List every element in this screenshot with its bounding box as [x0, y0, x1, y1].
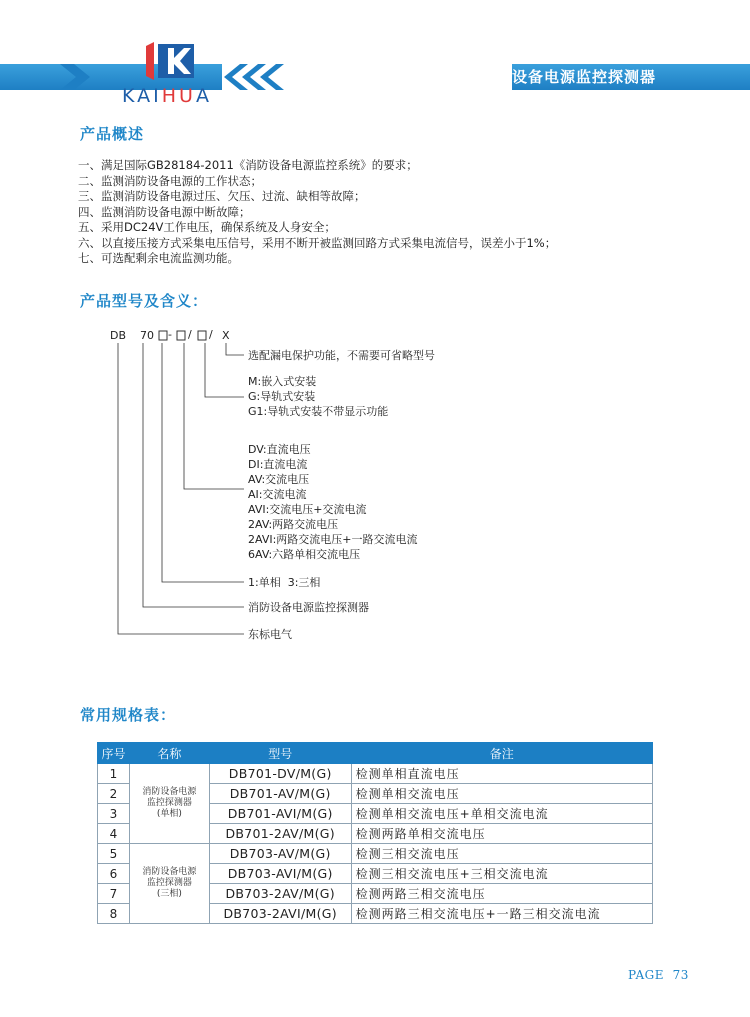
row-note: 检测两路单相交流电压	[351, 824, 652, 844]
desc-measure-item: 2AV:两路交流电压	[248, 518, 339, 531]
col-header-note: 备注	[351, 743, 652, 764]
desc-measure-item: AV:交流电压	[248, 473, 310, 486]
model-code-slash: /	[188, 328, 192, 341]
row-no: 2	[98, 784, 130, 804]
row-model: DB703-AVI/M(G)	[209, 864, 351, 884]
brand-wordmark: KAIHUA	[122, 85, 212, 107]
overview-item: 四、监测消防设备电源中断故障；	[78, 204, 251, 219]
overview-item: 三、监测消防设备电源过压、欠压、过流、缺相等故障；	[78, 189, 366, 203]
desc-mount-item: G1:导轨式安装不带显示功能	[248, 405, 389, 418]
model-code-suffix: X	[222, 329, 230, 342]
row-no: 7	[98, 884, 130, 904]
row-model: DB701-DV/M(G)	[209, 764, 351, 784]
row-note: 检测三相交流电压	[351, 844, 652, 864]
overview-item: 一、满足国际GB28184-2011《消防设备电源监控系统》的要求；	[78, 158, 418, 172]
desc-measure-item: AI:交流电流	[248, 488, 307, 501]
specs-title: 常用规格表：	[80, 706, 177, 724]
row-no: 8	[98, 904, 130, 924]
desc-measure-item: 2AVI:两路交流电压+一路交流电流	[248, 533, 418, 546]
row-model: DB703-AV/M(G)	[209, 844, 351, 864]
desc-measure-list	[248, 442, 418, 562]
overview-title: 产品概述	[80, 125, 145, 143]
row-model: DB701-2AV/M(G)	[209, 824, 351, 844]
desc-maker: 东标电气	[248, 628, 292, 641]
row-note: 检测两路三相交流电压	[351, 884, 652, 904]
spec-table	[97, 742, 653, 924]
col-header-name: 名称	[129, 743, 209, 764]
model-code-prefix: DB	[110, 329, 127, 342]
model-code-series: 70	[140, 329, 154, 342]
overview-item: 二、监测消防设备电源的工作状态；	[78, 173, 262, 188]
row-model: DB703-2AVI/M(G)	[209, 904, 351, 924]
desc-measure-item: 6AV:六路单相交流电压	[248, 548, 361, 561]
desc-x-option: 选配漏电保护功能，不需要可省略型号	[248, 349, 435, 362]
desc-mount-item: M:嵌入式安装	[248, 375, 317, 388]
page-number: PAGE 73	[628, 968, 689, 982]
desc-measure-item: AVI:交流电压+交流电流	[248, 503, 367, 516]
desc-mount-list	[248, 374, 388, 419]
row-model: DB701-AVI/M(G)	[209, 804, 351, 824]
model-code-slash: /	[209, 328, 213, 341]
row-note: 检测单相交流电压	[351, 784, 652, 804]
row-no: 6	[98, 864, 130, 884]
desc-measure-item: DI:直流电流	[248, 458, 308, 471]
row-note: 检测单相交流电压+单相交流电流	[351, 804, 652, 824]
col-header-model: 型号	[209, 743, 351, 764]
overview-item: 七、可选配剩余电流监测功能。	[78, 251, 239, 265]
group-name-single-phase: 消防设备电源 监控探测器 (单相)	[129, 764, 209, 844]
col-header-no: 序号	[98, 743, 130, 764]
model-code-dash: -	[168, 328, 172, 341]
row-no: 5	[98, 844, 130, 864]
row-note: 检测单相直流电压	[351, 764, 652, 784]
table-row	[98, 764, 653, 784]
row-note: 检测两路三相交流电压+一路三相交流电流	[351, 904, 652, 924]
table-row	[98, 844, 653, 864]
row-no: 4	[98, 824, 130, 844]
desc-phase: 1:单相 3:三相	[248, 576, 321, 589]
table-header-row	[98, 743, 653, 764]
group-name-three-phase: 消防设备电源 监控探测器 (三相)	[129, 844, 209, 924]
desc-product: 消防设备电源监控探测器	[248, 601, 369, 614]
overview-item: 五、采用DC24V工作电压，确保系统及人身安全；	[78, 220, 336, 234]
desc-measure-item: DV:直流电压	[248, 443, 311, 456]
overview-item: 六、以直接压接方式采集电压信号，采用不断开被监测回路方式采集电流信号，误差小于1%；	[78, 235, 557, 250]
row-model: DB701-AV/M(G)	[209, 784, 351, 804]
row-no: 3	[98, 804, 130, 824]
row-no: 1	[98, 764, 130, 784]
row-note: 检测三相交流电压+三相交流电流	[351, 864, 652, 884]
desc-mount-item: G:导轨式安装	[248, 390, 316, 403]
header-title: 消防设备电源监控探测器	[480, 68, 657, 86]
row-model: DB703-2AV/M(G)	[209, 884, 351, 904]
model-title: 产品型号及含义：	[80, 292, 209, 310]
